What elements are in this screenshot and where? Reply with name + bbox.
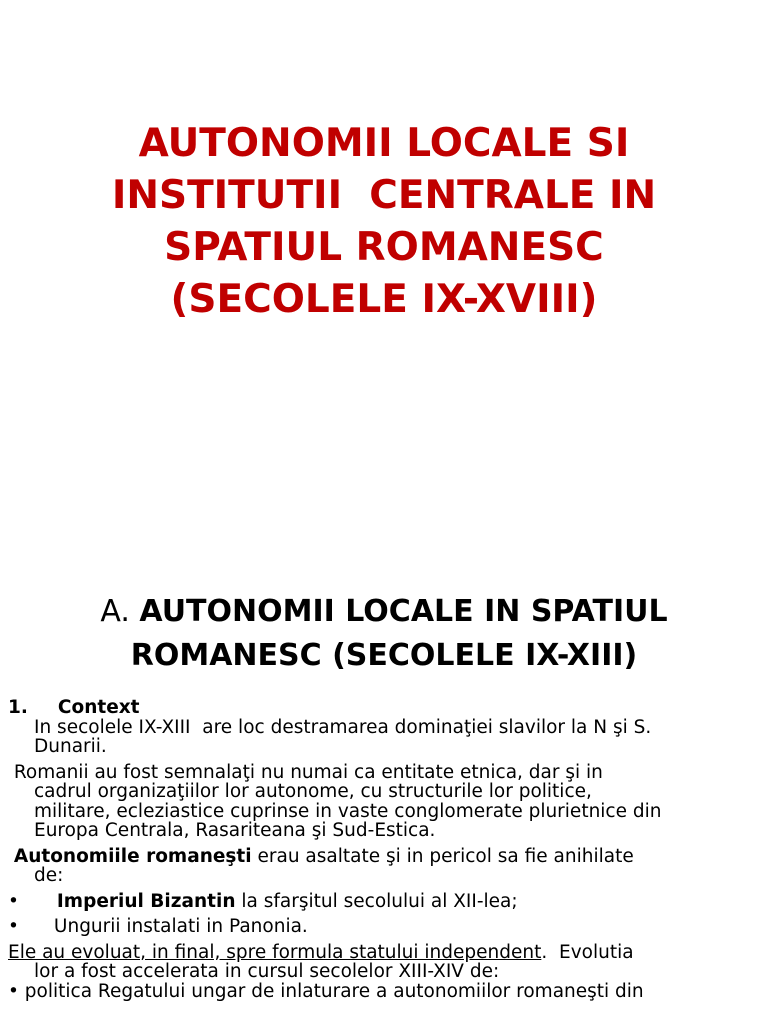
list-item <box>8 892 764 912</box>
paragraph-line <box>8 943 764 963</box>
paragraph-line: militare, ecleziastice cuprinse in vaste conglomerate plurietnice din <box>34 800 662 822</box>
paragraph-line: In secolele IX-XIII are loc destramarea dominaţiei slavilor la N şi S. <box>34 716 652 738</box>
title-line: (SECOLELE IX-XVIII) <box>170 277 598 322</box>
section-prefix: A. <box>100 594 130 629</box>
section-title-line2: ROMANESC (SECOLELE IX-XIII) <box>130 638 638 673</box>
title-line: AUTONOMII LOCALE SI <box>138 121 630 166</box>
bullet: • <box>8 890 19 912</box>
paragraph-line: cadrul organizaţiilor lor autonome, cu structurile lor politice, <box>34 781 592 802</box>
paragraph-line: Dunarii. <box>34 736 107 757</box>
section-title-line1: AUTONOMII LOCALE IN SPATIUL <box>139 594 668 629</box>
section-heading <box>0 590 768 678</box>
paragraph-line: lor a fost accelerata in cursul secolelor XIII-XIV de: <box>34 961 500 982</box>
list-item: • politica Regatului ungar de inlaturare a autonomiilor romaneşti din <box>8 980 644 1002</box>
context-title: Context <box>57 697 140 718</box>
title-line: INSTITUTII CENTRALE IN <box>111 173 657 218</box>
paragraph-line: Romanii au fost semnalaţi nu numai ca entitate etnica, dar şi in <box>8 761 603 783</box>
bold-term: Imperiul Bizantin <box>56 890 236 912</box>
paragraph-text: . Evolutia <box>541 941 634 963</box>
paragraph-text: erau asaltate şi in pericol sa fie anihilate <box>251 845 634 867</box>
context-heading <box>8 698 764 718</box>
bullet: • <box>8 916 19 937</box>
list-item-text: la sfarşitul secolului al XII-lea; <box>235 890 518 912</box>
body-text <box>8 698 764 1001</box>
title-line: SPATIUL ROMANESC <box>164 225 604 270</box>
bold-term: Autonomiile romaneşti <box>13 845 252 867</box>
list-item <box>8 917 764 937</box>
paragraph-line <box>8 847 764 867</box>
paragraph-line: Europa Centrala, Rasariteana şi Sud-Estica. <box>34 820 436 841</box>
list-item-text: Ungurii instalati in Panonia. <box>53 916 308 937</box>
main-title <box>0 118 768 326</box>
paragraph-line: de: <box>34 865 64 886</box>
underlined-text: Ele au evoluat, in final, spre formula statului independent <box>8 941 542 963</box>
context-number: 1. <box>8 697 28 718</box>
